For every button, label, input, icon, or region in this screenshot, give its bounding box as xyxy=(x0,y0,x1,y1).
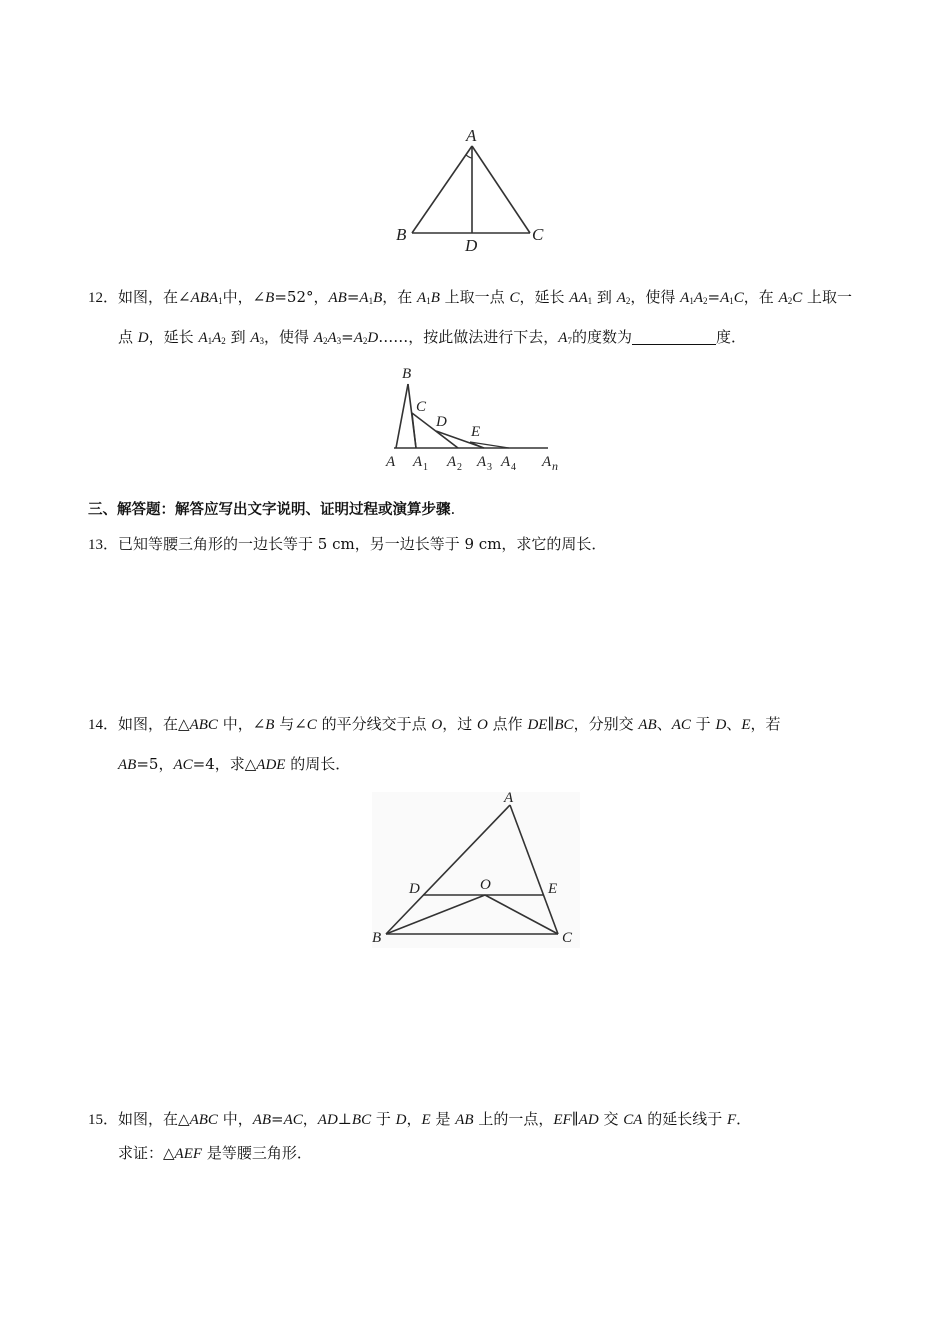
svg-text:1: 1 xyxy=(423,462,428,473)
figure-angle-chain xyxy=(380,362,570,477)
figure-triangle-bisectors xyxy=(368,788,583,953)
svg-text:2: 2 xyxy=(457,462,462,473)
q13-text: 13．已知等腰三角形的一边长等于 5 cm，另一边长等于 9 cm，求它的周长． xyxy=(88,535,607,553)
label-a3: A xyxy=(477,454,487,470)
label-an: A xyxy=(542,454,552,470)
q12-line1: 12．如图，在$\angle ABA_1$中，∠B=52°，$AB=A_1B$，在 $A_1B$ 上取一点 C，延长 $AA_1$ 到 $A_2$，使得 $A_1A_2=A_1C$，在 $A_2C$ 上取一 xyxy=(88,288,853,306)
svg-text:3: 3 xyxy=(487,462,492,473)
q12-number: 12． xyxy=(88,290,119,306)
section-heading: 三、解答题：解答应写出文字说明、证明过程或演算步骤. xyxy=(88,500,456,518)
label-a: A xyxy=(466,126,477,145)
label-a1: A xyxy=(413,454,423,470)
label-a4: A xyxy=(501,454,511,470)
label-b: B xyxy=(372,930,382,946)
q14-line2: AB=5，AC=4，求△ADE 的周长． xyxy=(118,755,351,773)
label-a: A xyxy=(386,454,396,470)
label-b: B xyxy=(396,225,407,244)
label-d: D xyxy=(465,236,478,255)
q14-line1: 14．如图，在△ABC 中，∠B 与∠C 的平分线交于点 O，过 O 点作 DE∥BC，分别交 AB、AC 于 D、E，若 xyxy=(88,715,781,733)
q12-line2: 点 D，延长 $A_1A_2$ 到 $A_3$，使得 $A_2A_3=A_2D\dots\dots$，按此做法进行下去，$A_7$的度数为 度． xyxy=(118,328,746,346)
answer-blank[interactable] xyxy=(632,330,716,345)
label-c: C xyxy=(562,930,573,946)
svg-text:n: n xyxy=(552,459,558,473)
label-e: E xyxy=(548,881,558,897)
label-c: C xyxy=(532,225,544,244)
label-e: E xyxy=(471,424,481,440)
label-o: O xyxy=(480,877,491,893)
q15-number: 15． xyxy=(88,1112,119,1128)
q13-number: 13． xyxy=(88,537,119,553)
q15-proof: 求证：△AEF 是等腰三角形． xyxy=(118,1144,312,1162)
label-a2: A xyxy=(447,454,457,470)
label-b: B xyxy=(402,366,412,382)
label-c: C xyxy=(416,399,427,415)
label-d: D xyxy=(409,881,420,897)
svg-text:4: 4 xyxy=(511,462,516,473)
label-a: A xyxy=(504,790,514,806)
label-d: D xyxy=(436,414,447,430)
q15-line1: 15．如图，在△ABC 中，AB=AC，AD⊥BC 于 D，E 是 AB 上的一点，EF∥AD 交 CA 的延长线于 F． xyxy=(88,1110,752,1128)
figure-triangle-abd xyxy=(380,120,560,260)
q14-number: 14． xyxy=(88,717,119,733)
